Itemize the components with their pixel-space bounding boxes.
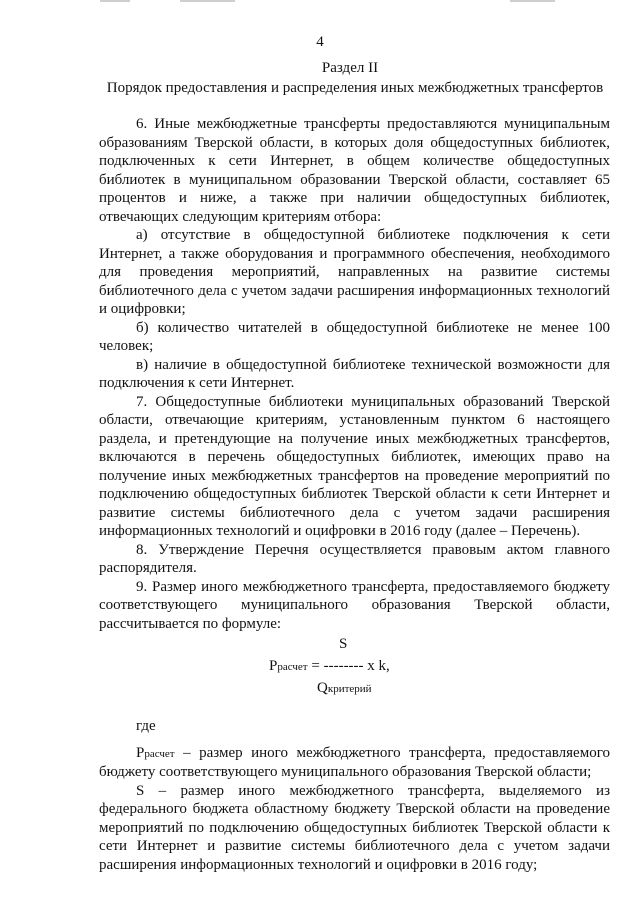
formula-lhs-symbol: P [269, 658, 278, 674]
formula-lhs-subscript: расчет [277, 661, 308, 673]
definition-p [99, 744, 610, 782]
criterion-b: б) количество читателей в общедоступной библиотеке не менее 100 человек; [99, 319, 610, 354]
formula-den-symbol: Q [317, 680, 328, 696]
where-label: где [136, 718, 156, 734]
definition-p-subscript: расчет [144, 747, 175, 760]
criterion-v: в) наличие в общедоступной библиотеке технической возможности для подключения к сети Интернет. [99, 356, 610, 391]
paragraph-7: 7. Общедоступные библиотеки муниципальных образований Тверской области, отвечающие критериям, установленным пунктом 6 настоящего раздела, и претендующие на получение иных межбюджетных трансфертов, включаются в перечень общедоступных библиотек, имеющих право на получение иных межбюджетных трансфертов на проведение мероприятий по подключению общедоступных библиотек Тверской области к сети Интернет и развитие системы библиотечного дела с учетом задачи расширения информационных технологий и оцифровки в 2016 году (далее – Перечень). [99, 393, 610, 539]
criterion-a: а) отсутствие в общедоступной библиотеке подключения к сети Интернет, а также оборудования и программного обеспечения, необходимого для проведения мероприятий, направленных на развитие системы библиотечного дела с учетом задачи расширения информационных технологий и оцифровки; [99, 227, 610, 317]
scan-artifacts [90, 0, 560, 6]
section-title: Раздел II [321, 60, 379, 76]
definition-p-text: – размер иного межбюджетного трансферта, предоставляемого бюджету соответствующего муниципального образования Тверской области; [99, 744, 610, 780]
page-number: 4 [316, 34, 324, 50]
definition-p-symbol: P [136, 744, 145, 761]
formula [99, 635, 610, 703]
formula-middle: = -------- x k, [307, 658, 390, 674]
formula-numerator: S [339, 636, 348, 652]
section-heading: Порядок предоставления и распределения иных межбюджетных трансфертов [106, 80, 604, 96]
formula-denominator [317, 679, 372, 699]
paragraph-6: 6. Иные межбюджетные трансферты предоставляются муниципальным образованиям Тверской области, в которых доля общедоступных библиотек, подключенных к сети Интернет, в общем количестве общедоступных библиотек в муниципальном образовании Тверской области, составляет 65 процентов и ниже, а также при наличии общедоступных библиотек, отвечающих следующим критериям отбора: [99, 116, 610, 225]
paragraph-8: 8. Утверждение Перечня осуществляется правовым актом главного распорядителя. [99, 541, 610, 576]
definition-s: S – размер иного межбюджетного трансферта, выделяемого из федерального бюджета областному бюджету Тверской области на проведение мероприятий по подключению общедоступных библиотек Тверской области к сети Интернет и развитие системы библиотечного дела с учетом задачи расширения информационных технологий и оцифровки в 2016 году; [99, 782, 610, 873]
paragraph-9: 9. Размер иного межбюджетного трансферта, предоставляемого бюджету соответствующего муниципального образования Тверской области, рассчитывается по формуле: [99, 578, 610, 632]
document-body [99, 115, 610, 874]
formula-den-subscript: критерий [327, 683, 372, 695]
formula-equation [269, 657, 390, 677]
